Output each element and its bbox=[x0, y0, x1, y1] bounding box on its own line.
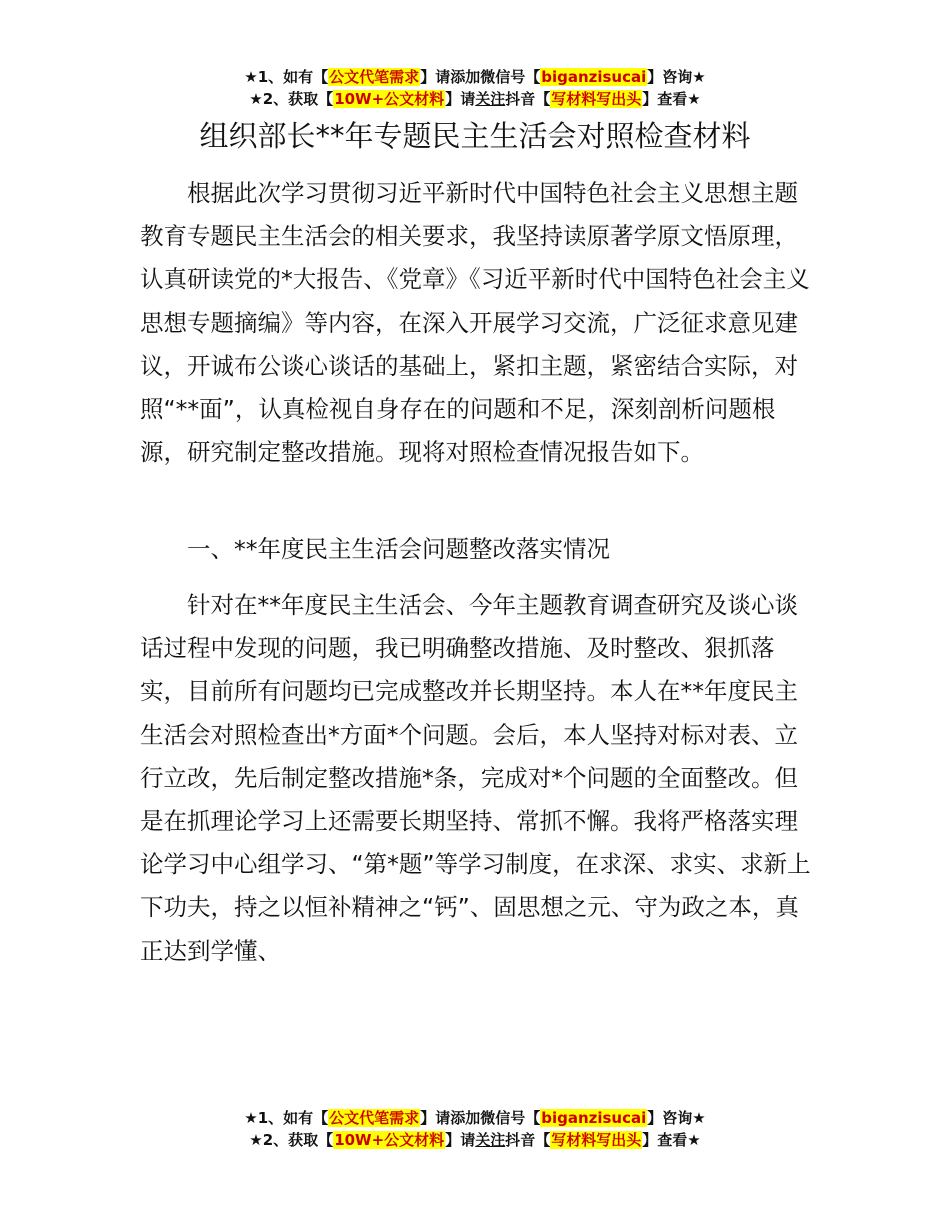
promo-text: 】咨询★ bbox=[647, 68, 706, 86]
header-promo-banner bbox=[0, 66, 950, 110]
promo-text: 】请添加微信号【 bbox=[420, 1109, 541, 1127]
promo-text: ★2、获取【 bbox=[249, 1131, 334, 1149]
promo-text: ★1、如有【 bbox=[244, 1109, 329, 1127]
promo-line-2 bbox=[0, 1129, 950, 1151]
promo-highlight: 10W+公文材料 bbox=[334, 90, 445, 108]
promo-text: 抖音【 bbox=[505, 1131, 551, 1149]
promo-underlined: 关注 bbox=[475, 90, 506, 108]
promo-wechat-id: biganzisucai bbox=[541, 1109, 647, 1127]
promo-text: ★2、获取【 bbox=[249, 90, 334, 108]
promo-underlined: 关注 bbox=[475, 1131, 506, 1149]
promo-text: 】查看★ bbox=[642, 90, 701, 108]
promo-text: 】请添加微信号【 bbox=[420, 68, 541, 86]
footer-promo-banner bbox=[0, 1107, 950, 1151]
promo-highlight: 10W+公文材料 bbox=[334, 1131, 445, 1149]
promo-text: 】查看★ bbox=[642, 1131, 701, 1149]
promo-highlight: 公文代笔需求 bbox=[329, 1109, 420, 1127]
promo-highlight: 公文代笔需求 bbox=[329, 68, 420, 86]
promo-highlight: 写材料写出头 bbox=[551, 1131, 642, 1149]
promo-wechat-id: biganzisucai bbox=[541, 68, 647, 86]
document-title: 组织部长**年专题民主生活会对照检查材料 bbox=[199, 119, 751, 153]
promo-text: 】请 bbox=[445, 90, 476, 108]
promo-line-2 bbox=[0, 88, 950, 110]
promo-text: 】咨询★ bbox=[647, 1109, 706, 1127]
promo-text: 抖音【 bbox=[505, 90, 551, 108]
body-paragraph: 针对在**年度民主生活会、今年主题教育调查研究及谈心谈话过程中发现的问题，我已明确整改措施、及时整改、狠抓落实，目前所有问题均已完成整改并长期坚持。本人在**年度民主生活会对照检查出*方面*个问题。会后，本人坚持对标对表、立行立改，先后制定整改措施*条，完成对*个问题的全面整改。但是在抓理论学习上还需要长期坚持、常抓不懈。我将严格落实理论学习中心组学习、“第*题”等学习制度，在求深、求实、求新上下功夫，持之以恒补精神之“钙”、固思想之元、守为政之本，真正达到学懂、 bbox=[140, 591, 811, 965]
promo-text: 】请 bbox=[445, 1131, 476, 1149]
body-paragraph-1-block bbox=[140, 172, 820, 474]
body-paragraph-2-block bbox=[140, 584, 820, 973]
section-heading-block bbox=[140, 528, 820, 571]
promo-highlight: 写材料写出头 bbox=[551, 90, 642, 108]
promo-line-1 bbox=[0, 1107, 950, 1129]
promo-line-1 bbox=[0, 66, 950, 88]
section-heading: 一、**年度民主生活会问题整改落实情况 bbox=[187, 535, 610, 563]
body-paragraph: 根据此次学习贯彻习近平新时代中国特色社会主义思想主题教育专题民主生活会的相关要求，我坚持读原著学原文悟原理，认真研读党的*大报告、《党章》《习近平新时代中国特色社会主义思想专题摘编》等内容，在深入开展学习交流，广泛征求意见建议，开诚布公谈心谈话的基础上，紧扣主题，紧密结合实际，对照“**面”，认真检视自身存在的问题和不足，深刻剖析问题根源，研究制定整改措施。现将对照检查情况报告如下。 bbox=[140, 179, 810, 467]
promo-text: ★1、如有【 bbox=[244, 68, 329, 86]
